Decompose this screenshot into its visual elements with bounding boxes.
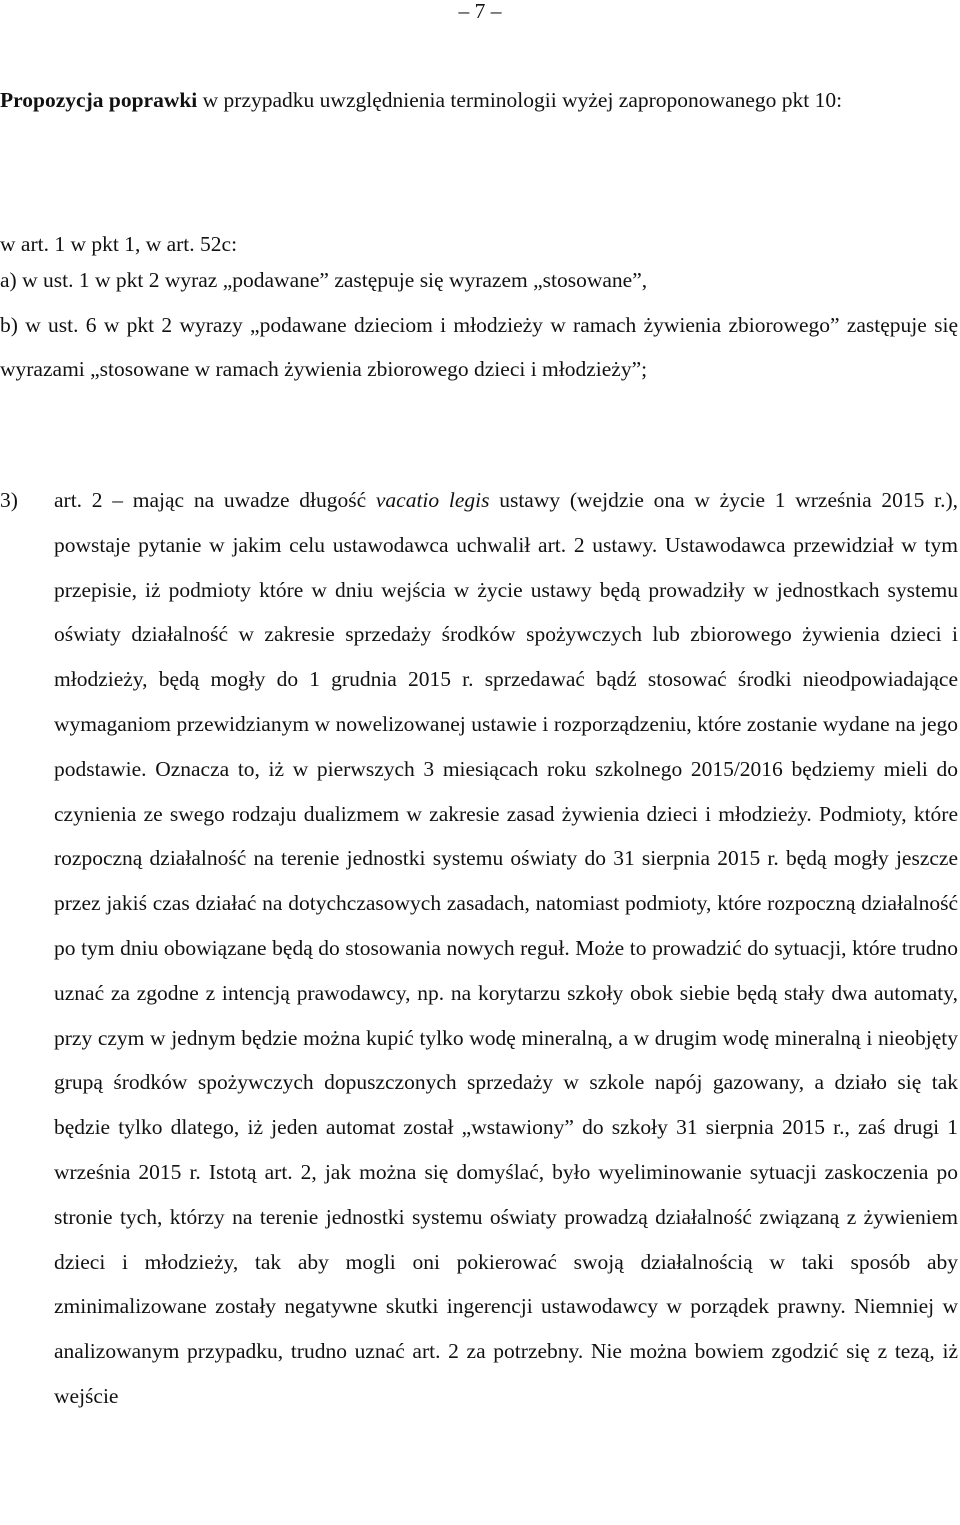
amendment-item-b: b) w ust. 6 w pkt 2 wyrazy „podawane dzieciom i młodzieży w ramach żywienia zbiorowego” zastępuje się wyrazami „stosowane w ramach żywienia zbiorowego dzieci i młodzieży”; bbox=[0, 313, 958, 381]
proposal-heading bbox=[0, 78, 958, 122]
proposal-heading-bold: Propozycja poprawki bbox=[0, 88, 198, 112]
amendment-item-a: a) w ust. 1 w pkt 2 wyraz „podawane” zastępuje się wyrazem „stosowane”, bbox=[0, 268, 648, 292]
section-3-body bbox=[54, 478, 958, 1419]
section-3 bbox=[0, 478, 958, 1419]
section-3-italic-term: vacatio legis bbox=[375, 488, 490, 512]
amendment-intro: w art. 1 w pkt 1, w art. 52c: bbox=[0, 232, 238, 256]
section-3-text-start: art. 2 – mając na uwadze długość bbox=[54, 488, 376, 512]
page-number: – 7 – bbox=[458, 0, 502, 23]
proposal-heading-text: w przypadku uwzględnienia terminologii wyżej zaproponowanego pkt 10: bbox=[197, 88, 843, 112]
section-3-marker: 3) bbox=[0, 488, 18, 512]
section-3-text-rest: ustawy (wejdzie ona w życie 1 września 2015 r.), powstaje pytanie w jakim celu ustawodawca uchwalił art. 2 ustawy. Ustawodawca przewidział w tym przepisie, iż podmioty które w dniu wejścia w życie ustawy będą prowadziły w jednostkach systemu oświaty działalność w zakresie sprzedaży środków spożywczych lub zbiorowego żywienia dzieci i młodzieży, będą mogły do 1 grudnia 2015 r. sprzedawać bądź stosować środki nieodpowiadające wymaganiom przewidzianym w nowelizowanej ustawie i rozporządzeniu, które zostanie wydane na jego podstawie. Oznacza to, iż w pierwszych 3 miesiącach roku szkolnego 2015/2016 będziemy mieli do czynienia ze swego rodzaju dualizmem w zakresie zasad żywienia dzieci i młodzieży. Podmioty, które rozpoczną działalność na terenie jednostki systemu oświaty do 31 sierpnia 2015 r. będą mogły jeszcze przez jakiś czas działać na dotychczasowych zasadach, natomiast podmioty, które rozpoczną działalność po tym dniu obowiązane będą do stosowania nowych reguł. Może to prowadzić do sytuacji, które trudno uznać za zgodne z intencją prawodawcy, np. na korytarzu szkoły obok siebie będą stały dwa automaty, przy czym w jednym będzie można kupić tylko wodę mineralną, a w drugim wodę mineralną i nieobjęty grupą środków spożywczych dopuszczonych sprzedaży w szkole napój gazowany, a działo się tak będzie tylko dlatego, iż jeden automat został „wstawiony” do szkoły 31 sierpnia 2015 r., zaś drugi 1 września 2015 r. Istotą art. 2, jak można się domyślać, było wyeliminowanie sytuacji zaskoczenia po stronie tych, którzy na terenie jednostki systemu oświaty prowadzą działalność związaną z żywieniem dzieci i młodzieży, tak aby mogli oni pokierować swoją działalnością w taki sposób aby zminimalizowane zostały negatywne skutki ingerencji ustawodawcy w porządek prawny. Niemniej w analizowanym przypadku, trudno uznać art. 2 za potrzebny. Nie można bowiem zgodzić się z tezą, iż wejście bbox=[54, 488, 958, 1408]
